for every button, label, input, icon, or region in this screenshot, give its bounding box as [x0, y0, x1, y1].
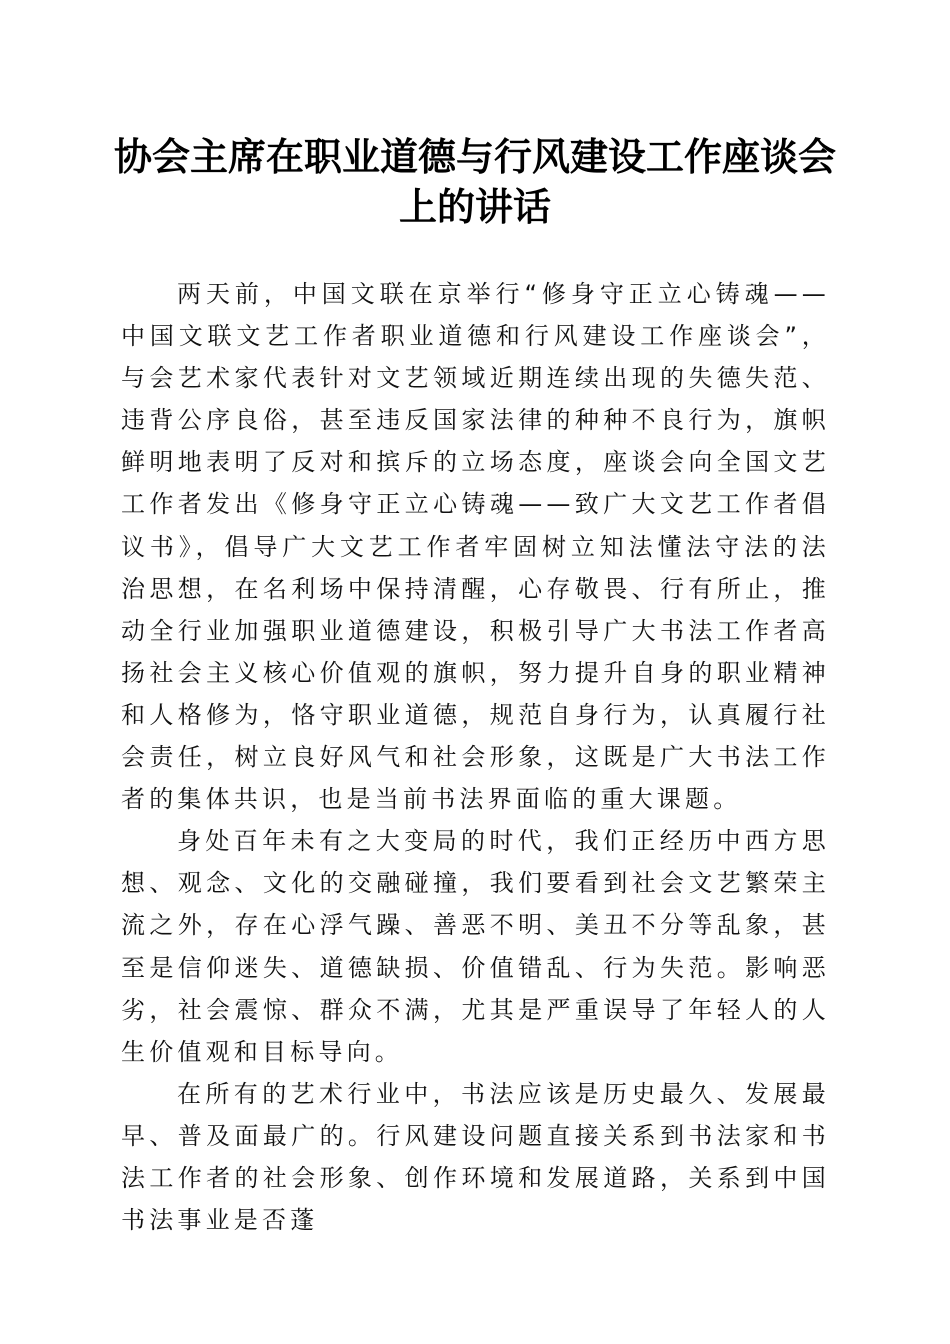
paragraph: 身处百年未有之大变局的时代，我们正经历中西方思想、观念、文化的交融碰撞，我们要看到社会文艺繁荣主流之外，存在心浮气躁、善恶不明、美丑不分等乱象，甚至是信仰迷失、道德缺损、价值错乱、行为失范。影响恶劣，社会震惊、群众不满，尤其是严重误导了年轻人的人生价值观和目标导向。: [121, 827, 830, 1066]
document-body: [121, 273, 830, 1241]
paragraph: 在所有的艺术行业中，书法应该是历史最久、发展最早、普及面最广的。行风建设问题直接关系到书法家和书法工作者的社会形象、创作环境和发展道路，关系到中国书法事业是否蓬: [121, 1079, 830, 1235]
paragraph: 两天前，中国文联在京举行“修身守正立心铸魂——中国文联文艺工作者职业道德和行风建设工作座谈会”，与会艺术家代表针对文艺领域近期连续出现的失德失范、违背公序良俗，甚至违反国家法律的种种不良行为，旗帜鲜明地表明了反对和摈斥的立场态度，座谈会向全国文艺工作者发出《修身守正立心铸魂——致广大文艺工作者倡议书》，倡导广大文艺工作者牢固树立知法懂法守法的法治思想，在名利场中保持清醒，心存敬畏、行有所止，推动全行业加强职业道德建设，积极引导广大书法工作者高扬社会主义核心价值观的旗帜，努力提升自身的职业精神和人格修为，恪守职业道德，规范自身行为，认真履行社会责任，树立良好风气和社会形象，这既是广大书法工作者的集体共识，也是当前书法界面临的重大课题。: [121, 280, 830, 814]
document-title: 协会主席在职业道德与行风建设工作座谈会上的讲话: [113, 134, 836, 229]
